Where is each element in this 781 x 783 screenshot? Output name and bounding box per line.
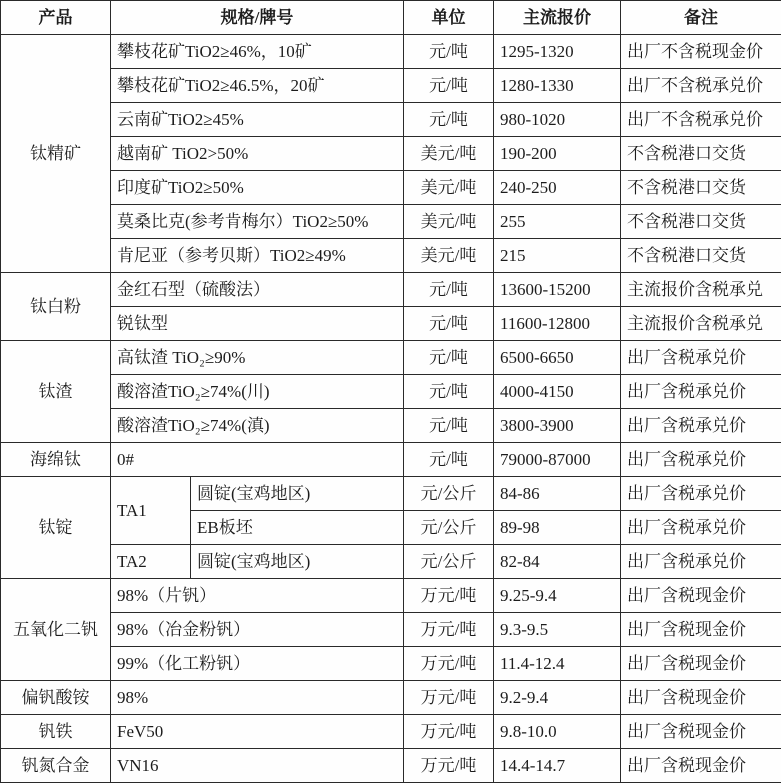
spec-cell: 酸溶渣TiO₂≥74%(滇)	[111, 409, 404, 443]
note-cell: 主流报价含税承兑	[621, 307, 781, 341]
spec-cell: 肯尼亚（参考贝斯）TiO2≥49%	[111, 239, 404, 273]
product-cell: 钛锭	[1, 477, 111, 579]
unit-cell: 美元/吨	[404, 171, 494, 205]
subspec-cell: EB板坯	[191, 511, 404, 545]
unit-cell: 万元/吨	[404, 749, 494, 783]
price-cell: 89-98	[494, 511, 621, 545]
table-row	[1, 375, 781, 409]
table-row	[1, 205, 781, 239]
table-row	[1, 273, 781, 307]
unit-cell: 万元/吨	[404, 579, 494, 613]
unit-cell: 元/公斤	[404, 511, 494, 545]
grade-cell: TA1	[111, 477, 191, 545]
price-cell: 11600-12800	[494, 307, 621, 341]
product-cell: 海绵钛	[1, 443, 111, 477]
product-cell: 钒铁	[1, 715, 111, 749]
table-row	[1, 681, 781, 715]
price-cell: 190-200	[494, 137, 621, 171]
unit-cell: 万元/吨	[404, 647, 494, 681]
price-cell: 3800-3900	[494, 409, 621, 443]
unit-cell: 元/吨	[404, 341, 494, 375]
table-row	[1, 35, 781, 69]
spec-cell: 锐钛型	[111, 307, 404, 341]
note-cell: 不含税港口交货	[621, 239, 781, 273]
spec-cell: 酸溶渣TiO₂≥74%(川)	[111, 375, 404, 409]
table-row	[1, 171, 781, 205]
header-price: 主流报价	[494, 1, 621, 35]
unit-cell: 美元/吨	[404, 205, 494, 239]
product-cell: 钛白粉	[1, 273, 111, 341]
note-cell: 主流报价含税承兑	[621, 273, 781, 307]
note-cell: 出厂含税承兑价	[621, 545, 781, 579]
table-row	[1, 579, 781, 613]
table-row	[1, 443, 781, 477]
table-row	[1, 647, 781, 681]
product-cell: 偏钒酸铵	[1, 681, 111, 715]
note-cell: 出厂含税承兑价	[621, 409, 781, 443]
note-cell: 出厂含税承兑价	[621, 477, 781, 511]
note-cell: 出厂含税现金价	[621, 715, 781, 749]
price-cell: 14.4-14.7	[494, 749, 621, 783]
note-cell: 出厂不含税承兑价	[621, 103, 781, 137]
price-cell: 9.3-9.5	[494, 613, 621, 647]
price-cell: 84-86	[494, 477, 621, 511]
note-cell: 不含税港口交货	[621, 171, 781, 205]
header-note: 备注	[621, 1, 781, 35]
spec-cell: 98%	[111, 681, 404, 715]
subspec-cell: 圆锭(宝鸡地区)	[191, 545, 404, 579]
table-row	[1, 409, 781, 443]
price-cell: 4000-4150	[494, 375, 621, 409]
unit-cell: 美元/吨	[404, 137, 494, 171]
table-row	[1, 613, 781, 647]
spec-cell: 金红石型（硫酸法）	[111, 273, 404, 307]
price-cell: 82-84	[494, 545, 621, 579]
note-cell: 出厂含税承兑价	[621, 341, 781, 375]
product-cell: 五氧化二钒	[1, 579, 111, 681]
unit-cell: 元/吨	[404, 103, 494, 137]
price-cell: 215	[494, 239, 621, 273]
product-cell: 钛精矿	[1, 35, 111, 273]
unit-cell: 元/吨	[404, 35, 494, 69]
unit-cell: 元/吨	[404, 273, 494, 307]
note-cell: 出厂不含税承兑价	[621, 69, 781, 103]
note-cell: 出厂含税现金价	[621, 749, 781, 783]
spec-cell: VN16	[111, 749, 404, 783]
price-cell: 240-250	[494, 171, 621, 205]
unit-cell: 元/吨	[404, 375, 494, 409]
spec-cell: 莫桑比克(参考肯梅尔）TiO2≥50%	[111, 205, 404, 239]
header-unit: 单位	[404, 1, 494, 35]
spec-cell: 0#	[111, 443, 404, 477]
price-cell: 6500-6650	[494, 341, 621, 375]
spec-cell: FeV50	[111, 715, 404, 749]
note-cell: 出厂不含税现金价	[621, 35, 781, 69]
unit-cell: 美元/吨	[404, 239, 494, 273]
spec-cell: 攀枝花矿TiO2≥46.5%，20矿	[111, 69, 404, 103]
table-row	[1, 137, 781, 171]
note-cell: 不含税港口交货	[621, 205, 781, 239]
note-cell: 出厂含税现金价	[621, 613, 781, 647]
table-row	[1, 69, 781, 103]
table-row	[1, 545, 781, 579]
note-cell: 出厂含税承兑价	[621, 511, 781, 545]
table-row	[1, 341, 781, 375]
price-cell: 13600-15200	[494, 273, 621, 307]
header-product: 产品	[1, 1, 111, 35]
unit-cell: 元/吨	[404, 409, 494, 443]
unit-cell: 元/吨	[404, 69, 494, 103]
grade-cell: TA2	[111, 545, 191, 579]
note-cell: 不含税港口交货	[621, 137, 781, 171]
unit-cell: 万元/吨	[404, 681, 494, 715]
price-cell: 11.4-12.4	[494, 647, 621, 681]
unit-cell: 元/公斤	[404, 545, 494, 579]
price-cell: 9.2-9.4	[494, 681, 621, 715]
table-row	[1, 477, 781, 511]
table-row	[1, 715, 781, 749]
note-cell: 出厂含税承兑价	[621, 443, 781, 477]
subspec-cell: 圆锭(宝鸡地区)	[191, 477, 404, 511]
product-cell: 钛渣	[1, 341, 111, 443]
note-cell: 出厂含税现金价	[621, 579, 781, 613]
header-spec: 规格/牌号	[111, 1, 404, 35]
table-row	[1, 239, 781, 273]
spec-cell: 印度矿TiO2≥50%	[111, 171, 404, 205]
note-cell: 出厂含税承兑价	[621, 375, 781, 409]
spec-cell: 99%（化工粉钒）	[111, 647, 404, 681]
price-cell: 980-1020	[494, 103, 621, 137]
note-cell: 出厂含税现金价	[621, 647, 781, 681]
price-cell: 255	[494, 205, 621, 239]
spec-cell: 云南矿TiO2≥45%	[111, 103, 404, 137]
price-cell: 79000-87000	[494, 443, 621, 477]
price-cell: 1280-1330	[494, 69, 621, 103]
price-cell: 1295-1320	[494, 35, 621, 69]
spec-cell: 高钛渣 TiO₂≥90%	[111, 341, 404, 375]
note-cell: 出厂含税现金价	[621, 681, 781, 715]
unit-cell: 元/吨	[404, 443, 494, 477]
product-cell: 钒氮合金	[1, 749, 111, 783]
unit-cell: 万元/吨	[404, 613, 494, 647]
spec-cell: 98%（冶金粉钒）	[111, 613, 404, 647]
unit-cell: 元/公斤	[404, 477, 494, 511]
price-cell: 9.8-10.0	[494, 715, 621, 749]
table-row	[1, 103, 781, 137]
price-cell: 9.25-9.4	[494, 579, 621, 613]
table-row	[1, 307, 781, 341]
spec-cell: 越南矿 TiO2>50%	[111, 137, 404, 171]
spec-cell: 98%（片钒）	[111, 579, 404, 613]
unit-cell: 万元/吨	[404, 715, 494, 749]
header-row	[1, 1, 781, 35]
table-row	[1, 749, 781, 783]
unit-cell: 元/吨	[404, 307, 494, 341]
spec-cell: 攀枝花矿TiO2≥46%，10矿	[111, 35, 404, 69]
